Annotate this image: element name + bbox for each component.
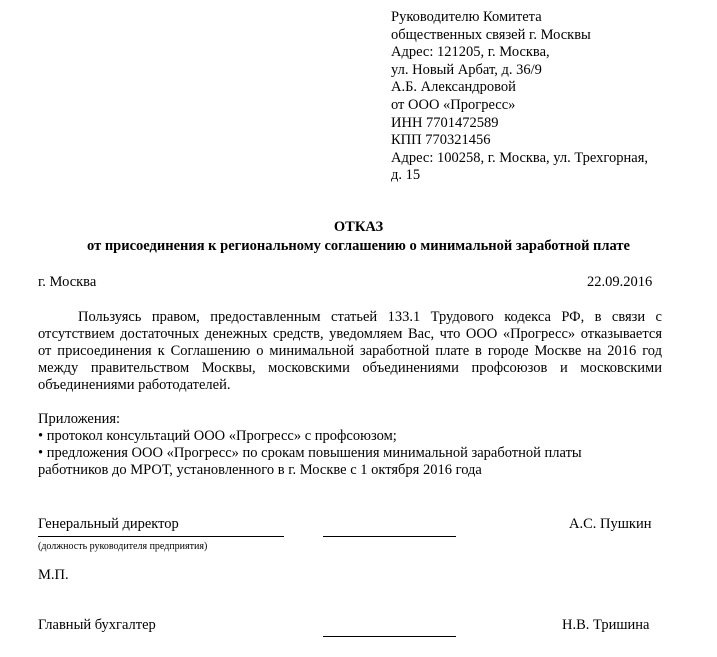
addressee-line: Адрес: 100258, г. Москва, ул. Трехгорная, [391, 149, 648, 166]
body-line: от присоединения к Соглашению о минимальной заработной плате в городе Москве на 2016 год [38, 343, 662, 359]
addressee-line: КПП 770321456 [391, 132, 491, 149]
accountant-position: Главный бухгалтер [38, 617, 156, 633]
addressee-line: ИНН 7701472589 [391, 114, 499, 131]
document-subtitle: от присоединения к региональному соглашению о минимальной заработной плате [87, 238, 630, 254]
addressee-block [391, 9, 691, 185]
director-position: Генеральный директор [38, 516, 179, 532]
body-line: между правительством Москвы, московскими объединениями профсоюзов и московскими [38, 360, 662, 376]
date: 22.09.2016 [587, 274, 653, 290]
addressee-line: Руководителю Комитета [391, 9, 542, 25]
body-line: отсутствием достаточных денежных средств, уведомляем Вас, что ООО «Прогресс» отказывается [38, 326, 662, 342]
attachment-item: • предложения ООО «Прогресс» по срокам повышения минимальной заработной платы [38, 445, 582, 461]
body-line: Пользуясь правом, предоставленным статьей 133.1 Трудового кодекса РФ, в связи с [78, 309, 662, 325]
attachment-item: • протокол консультаций ООО «Прогресс» с профсоюзом; [38, 428, 397, 444]
addressee-line: ул. Новый Арбат, д. 36/9 [391, 61, 542, 78]
director-name: А.С. Пушкин [569, 516, 652, 532]
director-signature-line [323, 536, 456, 537]
addressee-line: общественных связей г. Москвы [391, 26, 591, 43]
addressee-line: от ООО «Прогресс» [391, 96, 516, 113]
stamp-place: М.П. [38, 567, 69, 583]
body-line: объединениями работодателей. [38, 377, 231, 393]
addressee-line: Адрес: 121205, г. Москва, [391, 44, 550, 61]
position-caption: (должность руководителя предприятия) [38, 541, 208, 552]
city: г. Москва [38, 274, 97, 290]
attachments-heading: Приложения: [38, 411, 121, 427]
document-title: ОТКАЗ [333, 219, 384, 235]
attachment-item-continuation: работников до МРОТ, установленного в г. Москве с 1 октября 2016 года [38, 462, 482, 478]
accountant-name: Н.В. Тришина [562, 617, 650, 633]
accountant-signature-line [323, 636, 456, 637]
position-underline [38, 536, 284, 537]
addressee-line: д. 15 [391, 167, 421, 184]
addressee-line: А.Б. Александровой [391, 79, 516, 96]
